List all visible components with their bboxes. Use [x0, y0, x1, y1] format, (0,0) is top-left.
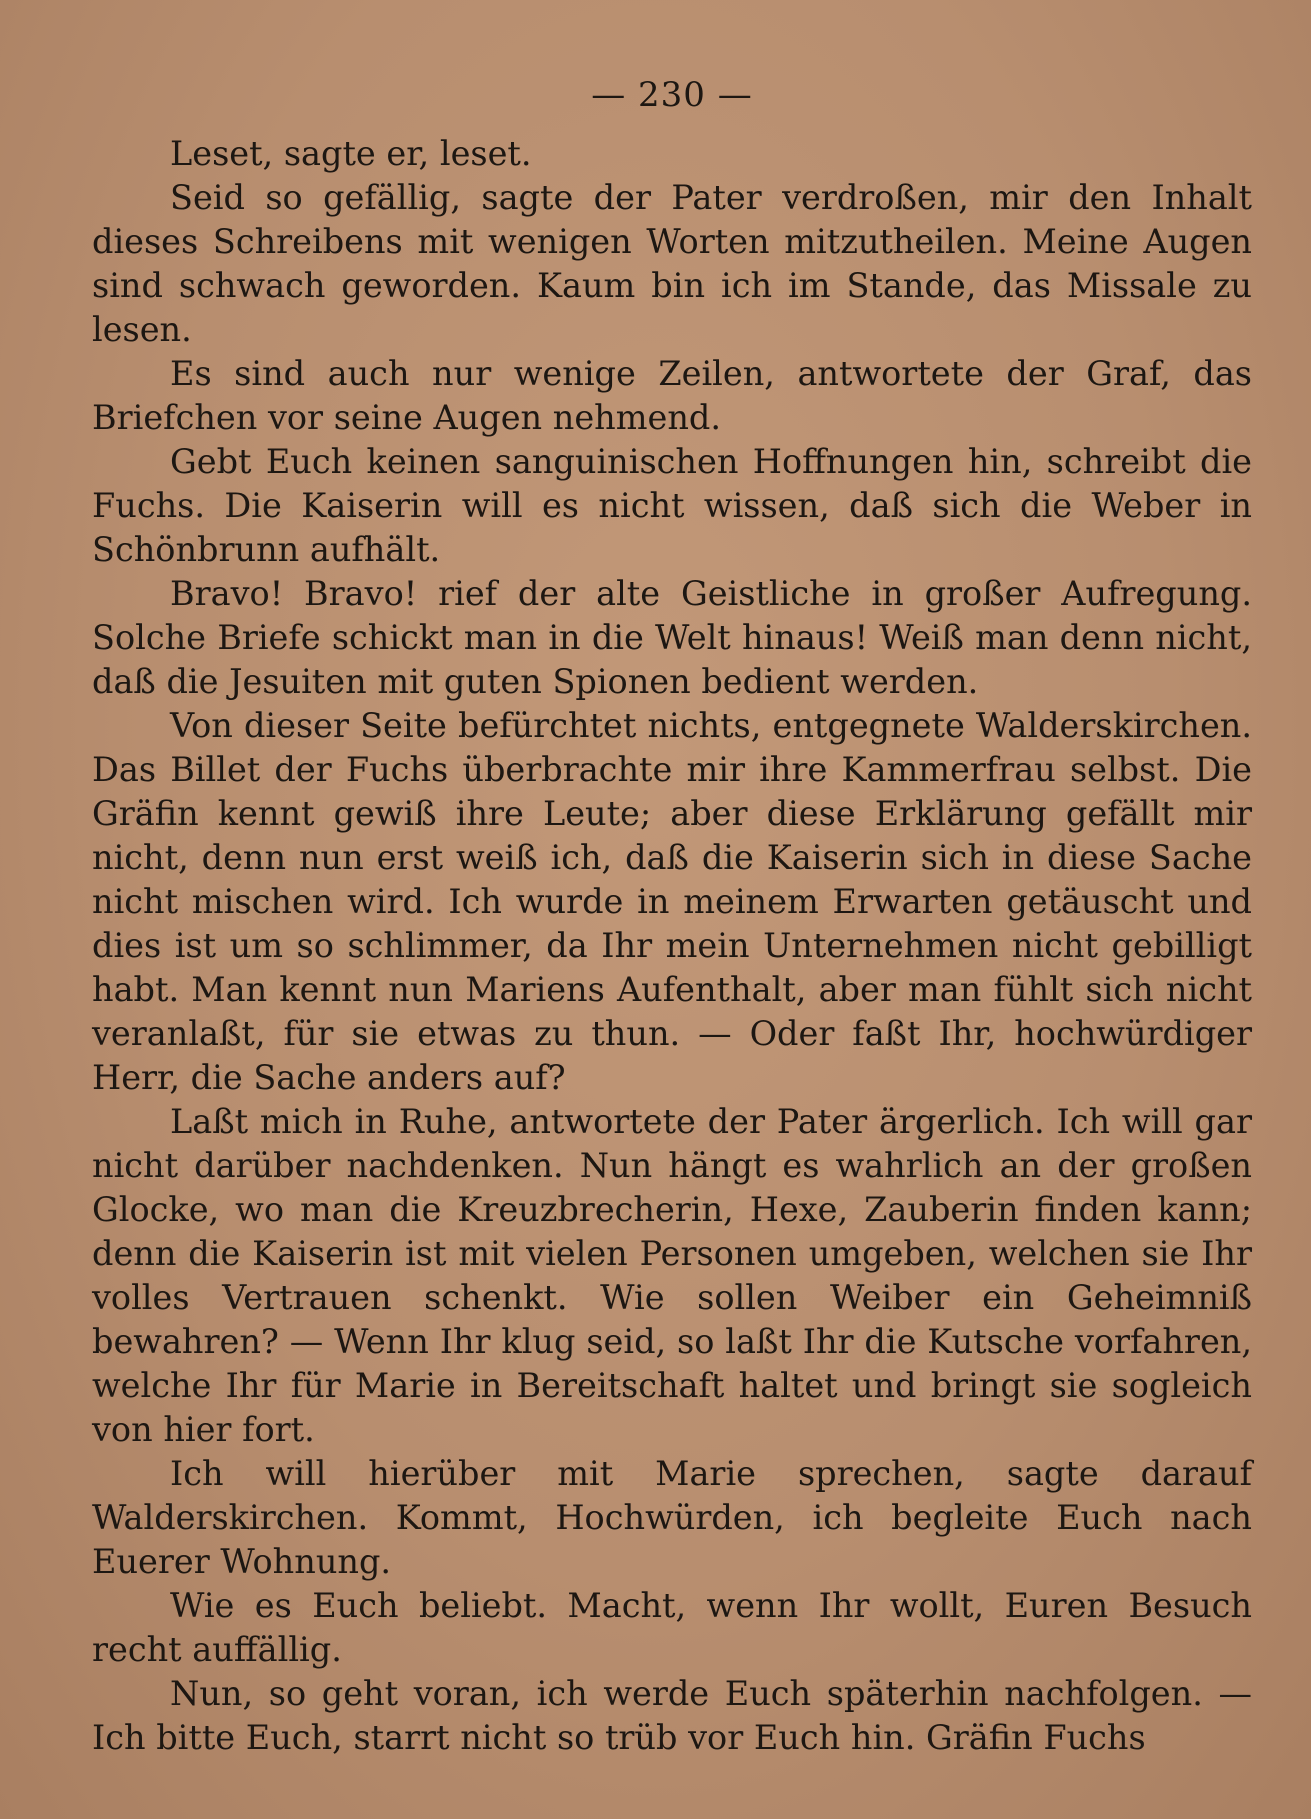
paragraph: Nun, so geht voran, ich werde Euch späterhin nachfolgen. — Ich bitte Euch, starrt nicht so trüb vor Euch hin. Gräfin Fuchs [92, 1674, 1252, 1757]
paragraph: Leset, sagte er, leset. [170, 134, 532, 173]
paragraph: Laßt mich in Ruhe, antwortete der Pater ärgerlich. Ich will gar nicht darüber nachdenken. Nun hängt es wahrlich an der großen Glocke, wo man die Kreuzbrecherin, Hexe, Zauberin finden kann; denn die Kaiserin ist mit vielen Personen umgeben, welchen sie Ihr volles Vertrauen schenkt. Wie sollen Weiber ein Geheimniß bewahren? — Wenn Ihr klug seid, so laßt Ihr die Kutsche vorfahren, welche Ihr für Marie in Bereitschaft haltet und bringt sie sogleich von hier fort. [92, 1102, 1252, 1449]
paragraph: Es sind auch nur wenige Zeilen, antwortete der Graf, das Briefchen vor seine Augen nehmend. [92, 354, 1252, 437]
paragraph: Von dieser Seite befürchtet nichts, entgegnete Walderskirchen. Das Billet der Fuchs überbrachte mir ihre Kammerfrau selbst. Die Gräfin kennt gewiß ihre Leute; aber diese Erklärung gefällt mir nicht, denn nun erst weiß ich, daß die Kaiserin sich in diese Sache nicht mischen wird. Ich wurde in meinem Erwarten getäuscht und dies ist um so schlimmer, da Ihr mein Unternehmen nicht gebilligt habt. Man kennt nun Mariens Aufenthalt, aber man fühlt sich nicht veranlaßt, für sie etwas zu thun. — Oder faßt Ihr, hochwürdiger Herr, die Sache anders auf? [92, 706, 1252, 1097]
paragraph: Bravo! Bravo! rief der alte Geistliche in großer Aufregung. Solche Briefe schickt man in die Welt hinaus! Weiß man denn nicht, daß die Jesuiten mit guten Spionen bedient werden. [92, 574, 1252, 701]
paragraph: Wie es Euch beliebt. Macht, wenn Ihr wollt, Euren Besuch recht auffällig. [92, 1586, 1252, 1669]
book-page [92, 70, 1252, 1760]
paragraph: Ich will hierüber mit Marie sprechen, sagte darauf Walderskirchen. Kommt, Hochwürden, ich begleite Euch nach Euerer Wohnung. [92, 1454, 1252, 1581]
page-number: — 230 — [591, 75, 753, 115]
paragraph: Gebt Euch keinen sanguinischen Hoffnungen hin, schreibt die Fuchs. Die Kaiserin will es nicht wissen, daß sich die Weber in Schönbrunn aufhält. [92, 442, 1252, 569]
paragraph: Seid so gefällig, sagte der Pater verdroßen, mir den Inhalt dieses Schreibens mit wenigen Worten mitzutheilen. Meine Augen sind schwach geworden. Kaum bin ich im Stande, das Missale zu lesen. [92, 178, 1252, 349]
body-text [92, 132, 1252, 1760]
